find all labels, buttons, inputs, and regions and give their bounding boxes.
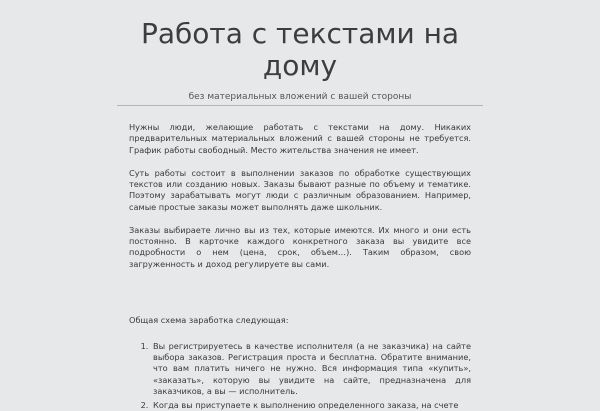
site-title[interactable]: Работа с текстами на дому [140,17,460,82]
step-item: 1. Вы регистрируетесь в качестве исполнителя (а не заказчика) на сайте выбора заказов. Регистрация проста и бесплатна. Обратите внимание, что вам платить ничего не нужно. Вся информация типа «купить», «заказать», которую вы увидите на сайте, предназначена для заказчиков, а вы — исполнитель. [151,341,471,398]
paragraph-work-essence: Суть работы состоит в выполнении заказов по обработке существующих текстов или созданию новых. Заказы бывают разные по объему и тематике. Поэтому зарабатывать могут люди с различным образованием. Например, самые простые заказы может выполнять даже школьник. [129,167,471,212]
paragraph-intro: Нужны люди, желающие работать с текстами на дому. Никаких предварительных материальных вложений с вашей стороны не требуется. График работы свободный. Место жительства значения не имеет. [129,122,471,155]
site-header [0,0,600,106]
paragraph-orders: Заказы выбираете лично вы из тех, которые имеются. Их много и они есть постоянно. В карточке каждого конкретного заказа вы увидите все подробности о нем (цена, срок, объем…). Таким образом, свою загруженность и доход регулируете вы сами. [129,224,471,269]
steps-list [129,341,471,411]
scheme-lead: Общая схема заработка следующая: [129,315,289,326]
site-description: без материальных вложений с вашей стороны [188,92,412,102]
step-item: 2. Когда вы приступаете к выполнению определенного заказа, на счете [151,400,471,411]
article-content [129,106,471,411]
